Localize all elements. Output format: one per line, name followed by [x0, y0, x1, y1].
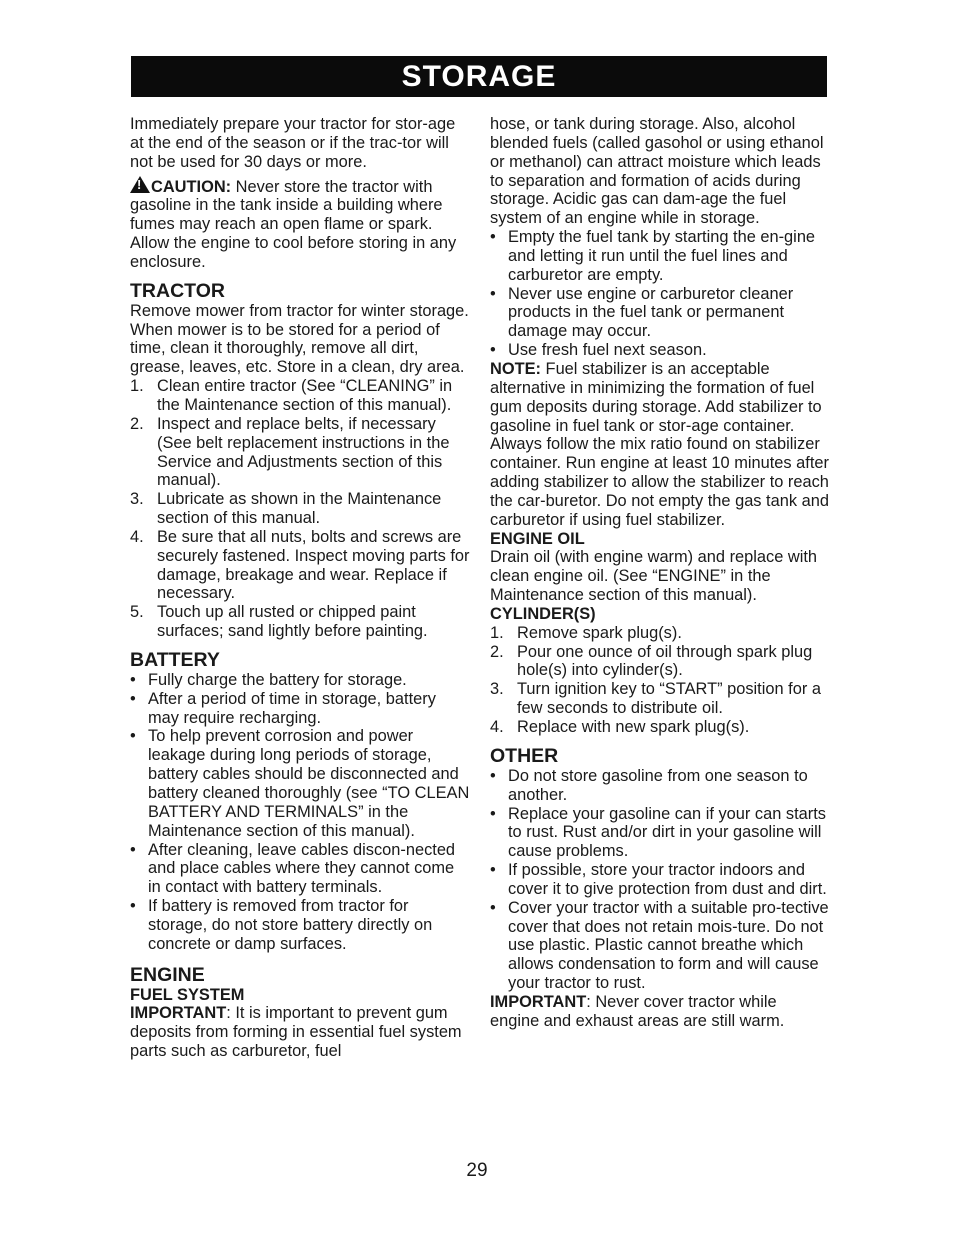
list-item: 3. Lubricate as shown in the Maintenance section of this manual.: [130, 490, 442, 528]
note-paragraph: [490, 360, 830, 530]
tractor-heading: TRACTOR: [130, 279, 225, 302]
list-item: 3. Turn ignition key to “START” position for a few seconds to distribute oil.: [490, 680, 821, 718]
note-text: Fuel stabilizer is an acceptable alternative in minimizing the formation of fuel gum deposits during storage. Add stabilizer to gasoline in fuel tank or stor-age container. Always follow the mix ratio found on stabilizer container. Run engine at least 10 minutes after adding stabilizer to allow the stabilizer to reach the car-buretor. Do not empty the gas tank and carburetor if using fuel stabilizer.: [490, 359, 829, 529]
important-label: IMPORTANT: [490, 992, 587, 1011]
list-item: • Empty the fuel tank by starting the en-gine and letting it run until the fuel lines and carburetor are empty.: [490, 228, 816, 284]
left-column: [130, 115, 470, 1061]
list-item: 4. Be sure that all nuts, bolts and screws are securely fastened. Inspect moving parts for damage, breakage and wear. Replace if necessary.: [130, 527, 470, 603]
list-item: 1. Remove spark plug(s).: [490, 623, 682, 642]
warning-triangle-icon: [130, 176, 150, 193]
fuel-system-heading: FUEL SYSTEM: [130, 985, 245, 1004]
list-item: • After cleaning, leave cables discon-nected and place cables where they cannot come in contact with battery terminals.: [130, 840, 456, 897]
list-item: • Never use engine or carburetor cleaner products in the fuel tank or permanent damage may occur.: [490, 284, 794, 341]
cylinder-steps: [490, 624, 830, 737]
other-heading: OTHER: [490, 744, 559, 767]
important-label: IMPORTANT: [130, 1004, 227, 1023]
battery-bullets: [130, 671, 470, 954]
other-important-paragraph: [490, 993, 830, 1031]
page-number: 29: [466, 1160, 488, 1181]
list-item: • Cover your tractor with a suitable pro-tective cover that does not retain mois-ture. Do not use plastic. Plastic cannot breathe which allows condensation to form and will cause your tractor to rust.: [490, 898, 829, 993]
list-item: 2. Inspect and replace belts, if necessary (See belt replacement instructions in the Service and Adjustments section of this manual).: [130, 414, 450, 490]
list-item: • To help prevent corrosion and power leakage during long periods of storage, battery cables should be disconnected and battery cleaned thoroughly (see “TO CLEAN BATTERY AND TERMINALS” in the Maintenance section of this manual).: [130, 727, 470, 840]
engine-heading: ENGINE: [130, 963, 205, 986]
other-bullets: [490, 767, 830, 993]
fuel-bullets: [490, 228, 830, 360]
fuel-important-text: : It is important to prevent gum deposits from forming in essential fuel system parts such as carburetor, fuel: [130, 1004, 462, 1061]
caution-text: Never store the tractor with gasoline in the tank inside a building where fumes may reach an open flame or spark. Allow the engine to cool before storing in any enclosure.: [130, 177, 457, 271]
list-item: • Use fresh fuel next season.: [490, 341, 707, 360]
list-item: 4. Replace with new spark plug(s).: [490, 718, 750, 736]
list-item: 1. Clean entire tractor (See “CLEANING” in the Maintenance section of this manual).: [130, 377, 453, 414]
fuel-important-paragraph: [130, 1004, 470, 1061]
list-item: 2. Pour one ounce of oil through spark plug hole(s) into cylinder(s).: [490, 642, 813, 680]
list-item: • If battery is removed from tractor for storage, do not store battery directly on concrete or damp surfaces.: [130, 897, 433, 953]
engine-oil-heading: ENGINE OIL: [490, 529, 585, 548]
list-item: • After a period of time in storage, battery may require recharging.: [130, 689, 436, 727]
list-item: • If possible, store your tractor indoors and cover it to give protection from dust and dirt.: [490, 861, 827, 898]
tractor-steps: [130, 377, 470, 641]
caution-label: CAUTION:: [151, 177, 232, 196]
engine-oil-text: Drain oil (with engine warm) and replace with clean engine oil. (See “ENGINE” in the Maintenance section of this manual).: [490, 548, 818, 605]
cylinders-heading: CYLINDER(S): [490, 604, 596, 623]
list-item: 5. Touch up all rusted or chipped paint surfaces; sand lightly before painting.: [130, 603, 428, 641]
intro-paragraph: Immediately prepare your tractor for stor-age at the end of the season or if the trac-tor will not be used for 30 days or more.: [130, 115, 456, 171]
battery-heading: BATTERY: [130, 648, 220, 671]
other-important-text: : Never cover tractor while engine and exhaust areas are still warm.: [490, 992, 785, 1030]
caution-paragraph: [130, 176, 470, 272]
note-label: NOTE:: [490, 359, 541, 378]
list-item: • Do not store gasoline from one season to another.: [490, 766, 808, 804]
tractor-text: Remove mower from tractor for winter storage. When mower is to be stored for a period of time, clean it thoroughly, remove all dirt, grease, leaves, etc. Store in a clean, dry area.: [130, 301, 469, 377]
page-title-banner: STORAGE: [131, 56, 827, 97]
right-column-content: [490, 115, 830, 1031]
fuel-important-continuation: hose, or tank during storage. Also, alcohol blended fuels (called gasohol or using ethanol or methanol) can attract moisture which leads to separation and formation of acids during storage. Acidic gas can dam-age the fuel system of an engine while in storage.: [490, 115, 824, 228]
list-item: • Replace your gasoline can if your can starts to rust. Rust and/or dirt in your gasoline will cause problems.: [490, 804, 826, 861]
list-item: • Fully charge the battery for storage.: [130, 670, 407, 689]
